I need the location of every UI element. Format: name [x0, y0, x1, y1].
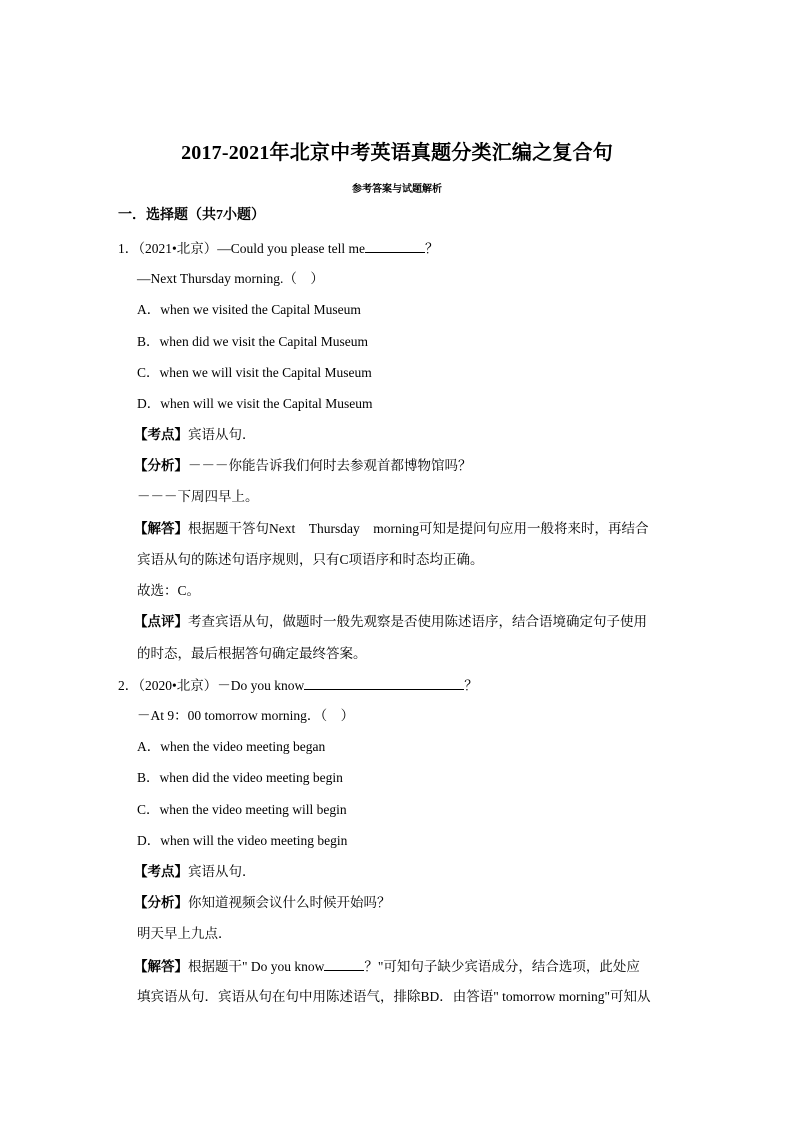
q2-reply: －At 9：00 tomorrow morning．（ ） [137, 708, 355, 723]
q1-comment [134, 613, 647, 631]
q1-option-c: C．when we will visit the Capital Museum [137, 365, 372, 380]
page-title: 2017-2021年北京中考英语真题分类汇编之复合句 [181, 142, 613, 164]
q1-analysis-line2: －－－下周四早上。 [137, 489, 259, 504]
q1-solution [134, 520, 648, 538]
q1-option-d: D．when will we visit the Capital Museum [137, 396, 373, 411]
q2-kd-text: 宾语从句． [188, 864, 256, 879]
q2-option-c: C．when the video meeting will begin [137, 802, 347, 817]
q2-stem-text: 2．（2020•北京）－Do you know [118, 678, 305, 693]
q1-kd-tag: 【考点】 [134, 427, 188, 442]
q1-knowledge-point [134, 426, 256, 444]
q1-fx-text: －－－你能告诉我们何时去参观首都博物馆吗？ [188, 458, 472, 473]
q2-inline-blank [324, 957, 364, 971]
q2-analysis-line2: 明天早上九点． [137, 926, 232, 941]
q1-jd-text: 根据题干答句Next Thursday morning可知是提问句应用一般将来时，再结合 [188, 521, 649, 536]
q1-fx-tag: 【分析】 [134, 458, 188, 473]
q1-option-a: A．when we visited the Capital Museum [137, 302, 361, 317]
q1-stem [118, 239, 438, 258]
section-heading: 一．选择题（共7小题） [118, 208, 265, 223]
q2-option-b: B．when did the video meeting begin [137, 770, 343, 785]
q2-stem-end: ？ [464, 678, 478, 693]
q2-analysis [134, 894, 391, 912]
q1-kd-text: 宾语从句． [188, 427, 256, 442]
q1-answer: 故选：C。 [137, 583, 201, 598]
q2-answer-blank [304, 676, 464, 690]
q1-jd-tag: 【解答】 [134, 521, 188, 536]
q1-option-b: B．when did we visit the Capital Museum [137, 334, 368, 349]
q2-jd-text-a: 根据题干" Do you know [188, 959, 325, 974]
q2-knowledge-point [134, 863, 256, 881]
q1-stem-end: ？ [424, 241, 439, 256]
q1-reply: —Next Thursday morning.（ ） [137, 271, 324, 286]
q1-dp-text: 考查宾语从句，做题时一般先观察是否使用陈述语序，结合语境确定句子使用 [188, 614, 647, 629]
q2-jd-text-b: ？"可知句子缺少宾语成分，结合选项，此处应 [364, 959, 640, 974]
q1-answer-blank [365, 239, 425, 253]
q2-fx-text: 你知道视频会议什么时候开始吗？ [188, 895, 391, 910]
q1-comment-line2: 的时态，最后根据答句确定最终答案。 [137, 646, 367, 661]
page-subtitle: 参考答案与试题解析 [352, 184, 442, 195]
q2-stem [118, 676, 478, 695]
q1-analysis [134, 457, 472, 475]
q2-jd-tag: 【解答】 [134, 959, 188, 974]
q2-option-d: D．when will the video meeting begin [137, 833, 348, 848]
q2-solution [134, 957, 640, 976]
q2-option-a: A．when the video meeting began [137, 739, 326, 754]
q2-kd-tag: 【考点】 [134, 864, 188, 879]
q2-solution-line2: 填宾语从句．宾语从句在句中用陈述语气，排除BD．由答语" tomorrow morning"可知从 [137, 989, 651, 1004]
q1-stem-text: 1．（2021•北京）—Could you please tell me [118, 241, 365, 256]
q1-solution-line2: 宾语从句的陈述句语序规则，只有C项语序和时态均正确。 [137, 552, 484, 567]
q2-fx-tag: 【分析】 [134, 895, 188, 910]
q1-dp-tag: 【点评】 [134, 614, 188, 629]
